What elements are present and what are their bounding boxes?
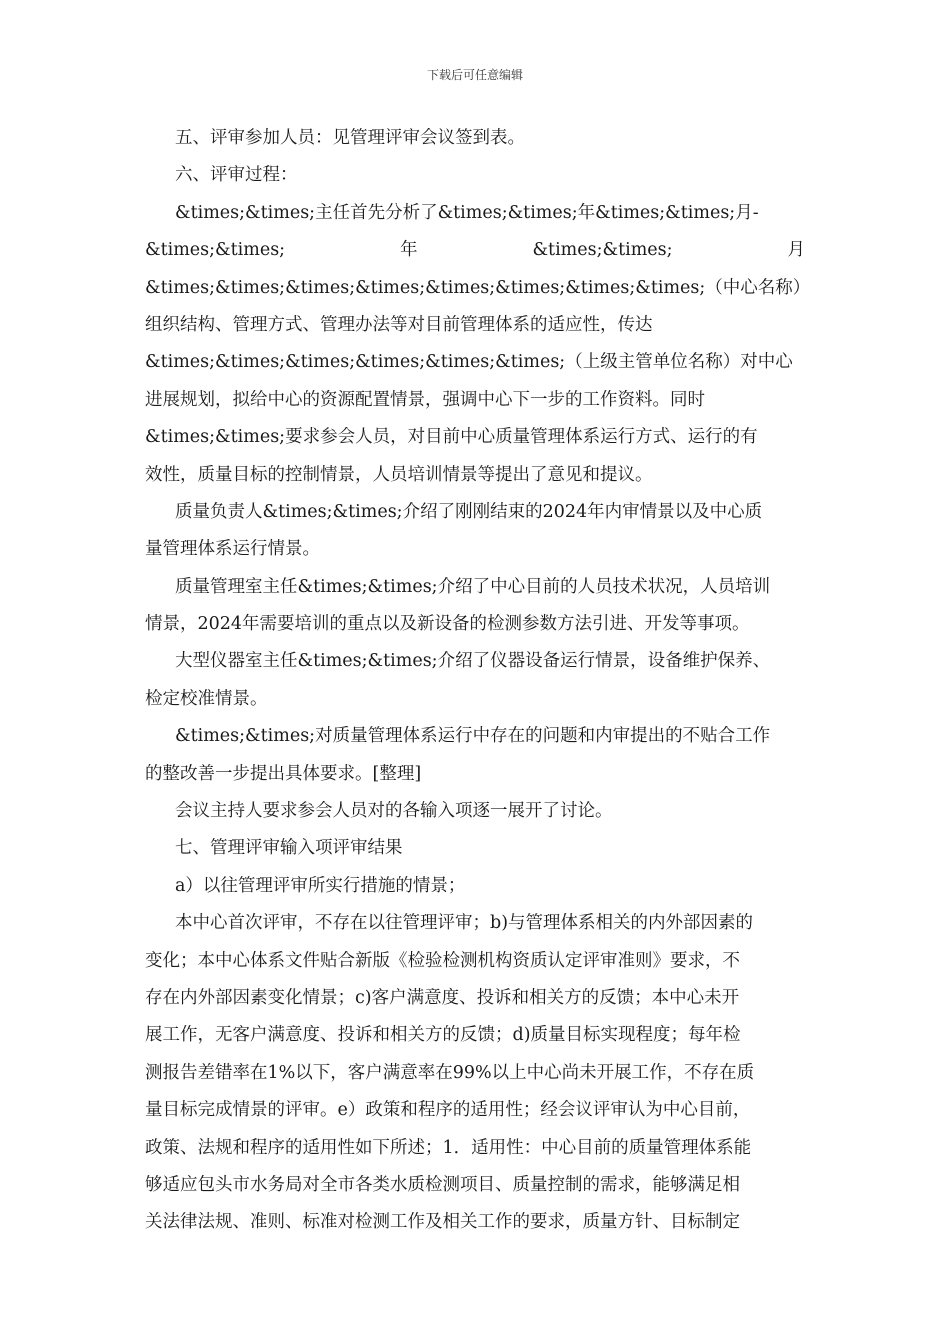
text-line: &times;&times;&times;&times;&times;&times;&times;&times;（中心名称） <box>145 277 811 298</box>
text-fragment: &times;&times; <box>145 240 286 261</box>
text-line: &times;&times;&times;&times;&times;&times;（上级主管单位名称）对中心 <box>145 352 793 373</box>
text-line: 进展规划，拟给中心的资源配置情景，强调中心下一步的工作资料。同时 <box>145 389 705 410</box>
text-line: 展工作，无客户满意度、投诉和相关方的反馈；d)质量目标实现程度；每年检 <box>145 1025 741 1046</box>
text-line: 情景，2024年需要培训的重点以及新设备的检测参数方法引进、开发等事项。 <box>145 614 750 635</box>
text-line: 会议主持人要求参会人员对的各输入项逐一展开了讨论。 <box>175 801 613 822</box>
text-line: a）以往管理评审所实行措施的情景； <box>175 875 466 896</box>
text-line: 效性，质量目标的控制情景，人员培训情景等提出了意见和提议。 <box>145 464 653 485</box>
text-line: 存在内外部因素变化情景；c)客户满意度、投诉和相关方的反馈；本中心未开 <box>145 987 740 1008</box>
text-line: 量管理体系运行情景。 <box>145 539 320 560</box>
text-line: 本中心首次评审，不存在以往管理评审；b)与管理体系相关的内外部因素的 <box>175 913 754 934</box>
text-line: 七、管理评审输入项评审结果 <box>175 838 403 859</box>
text-fragment: 年 <box>400 240 418 261</box>
text-line: 变化；本中心体系文件贴合新版《检验检测机构资质认定评审准则》要求，不 <box>145 950 740 971</box>
text-line: 质量负责人&times;&times;介绍了刚刚结束的2024年内审情景以及中心质 <box>175 501 763 522</box>
text-line: 质量管理室主任&times;&times;介绍了中心目前的人员技术状况，人员培训 <box>175 576 771 597</box>
text-line: &times;&times;主任首先分析了&times;&times;年&times;&times;月- <box>175 202 759 223</box>
page-header: 下载后可任意编辑 <box>426 68 523 82</box>
text-line: 政策、法规和程序的适用性如下所述；1．适用性：中心目前的质量管理体系能 <box>145 1137 752 1158</box>
text-line: 测报告差错率在1%以下，客户满意率在99%以上中心尚未开展工作，不存在质 <box>145 1062 755 1083</box>
text-line: 组织结构、管理方式、管理办法等对目前管理体系的适应性，传达 <box>145 314 653 335</box>
text-line: 量目标完成情景的评审。e）政策和程序的适用性；经会议评审认为中心目前， <box>145 1100 751 1121</box>
text-line: 的整改善一步提出具体要求。[整理] <box>145 763 422 784</box>
text-line <box>145 232 805 269</box>
text-fragment: 月 <box>787 240 805 261</box>
document-body <box>145 120 811 1242</box>
text-line: 五、评审参加人员：见管理评审会议签到表。 <box>175 128 525 148</box>
text-line: 够适应包头市水务局对全市各类水质检测项目、质量控制的需求，能够满足相 <box>145 1174 740 1195</box>
text-line: 大型仪器室主任&times;&times;介绍了仪器设备运行情景，设备维护保养、 <box>175 651 771 672</box>
text-fragment: &times;&times; <box>532 240 673 261</box>
text-line: 六、评审过程： <box>175 165 298 186</box>
text-line: 关法律法规、准则、标准对检测工作及相关工作的要求，质量方针、目标制定 <box>145 1212 740 1233</box>
text-line: &times;&times;要求参会人员，对目前中心质量管理体系运行方式、运行的有 <box>145 427 758 448</box>
text-line: 检定校准情景。 <box>145 688 268 709</box>
text-line: &times;&times;对质量管理体系运行中存在的问题和内审提出的不贴合工作 <box>175 726 771 747</box>
